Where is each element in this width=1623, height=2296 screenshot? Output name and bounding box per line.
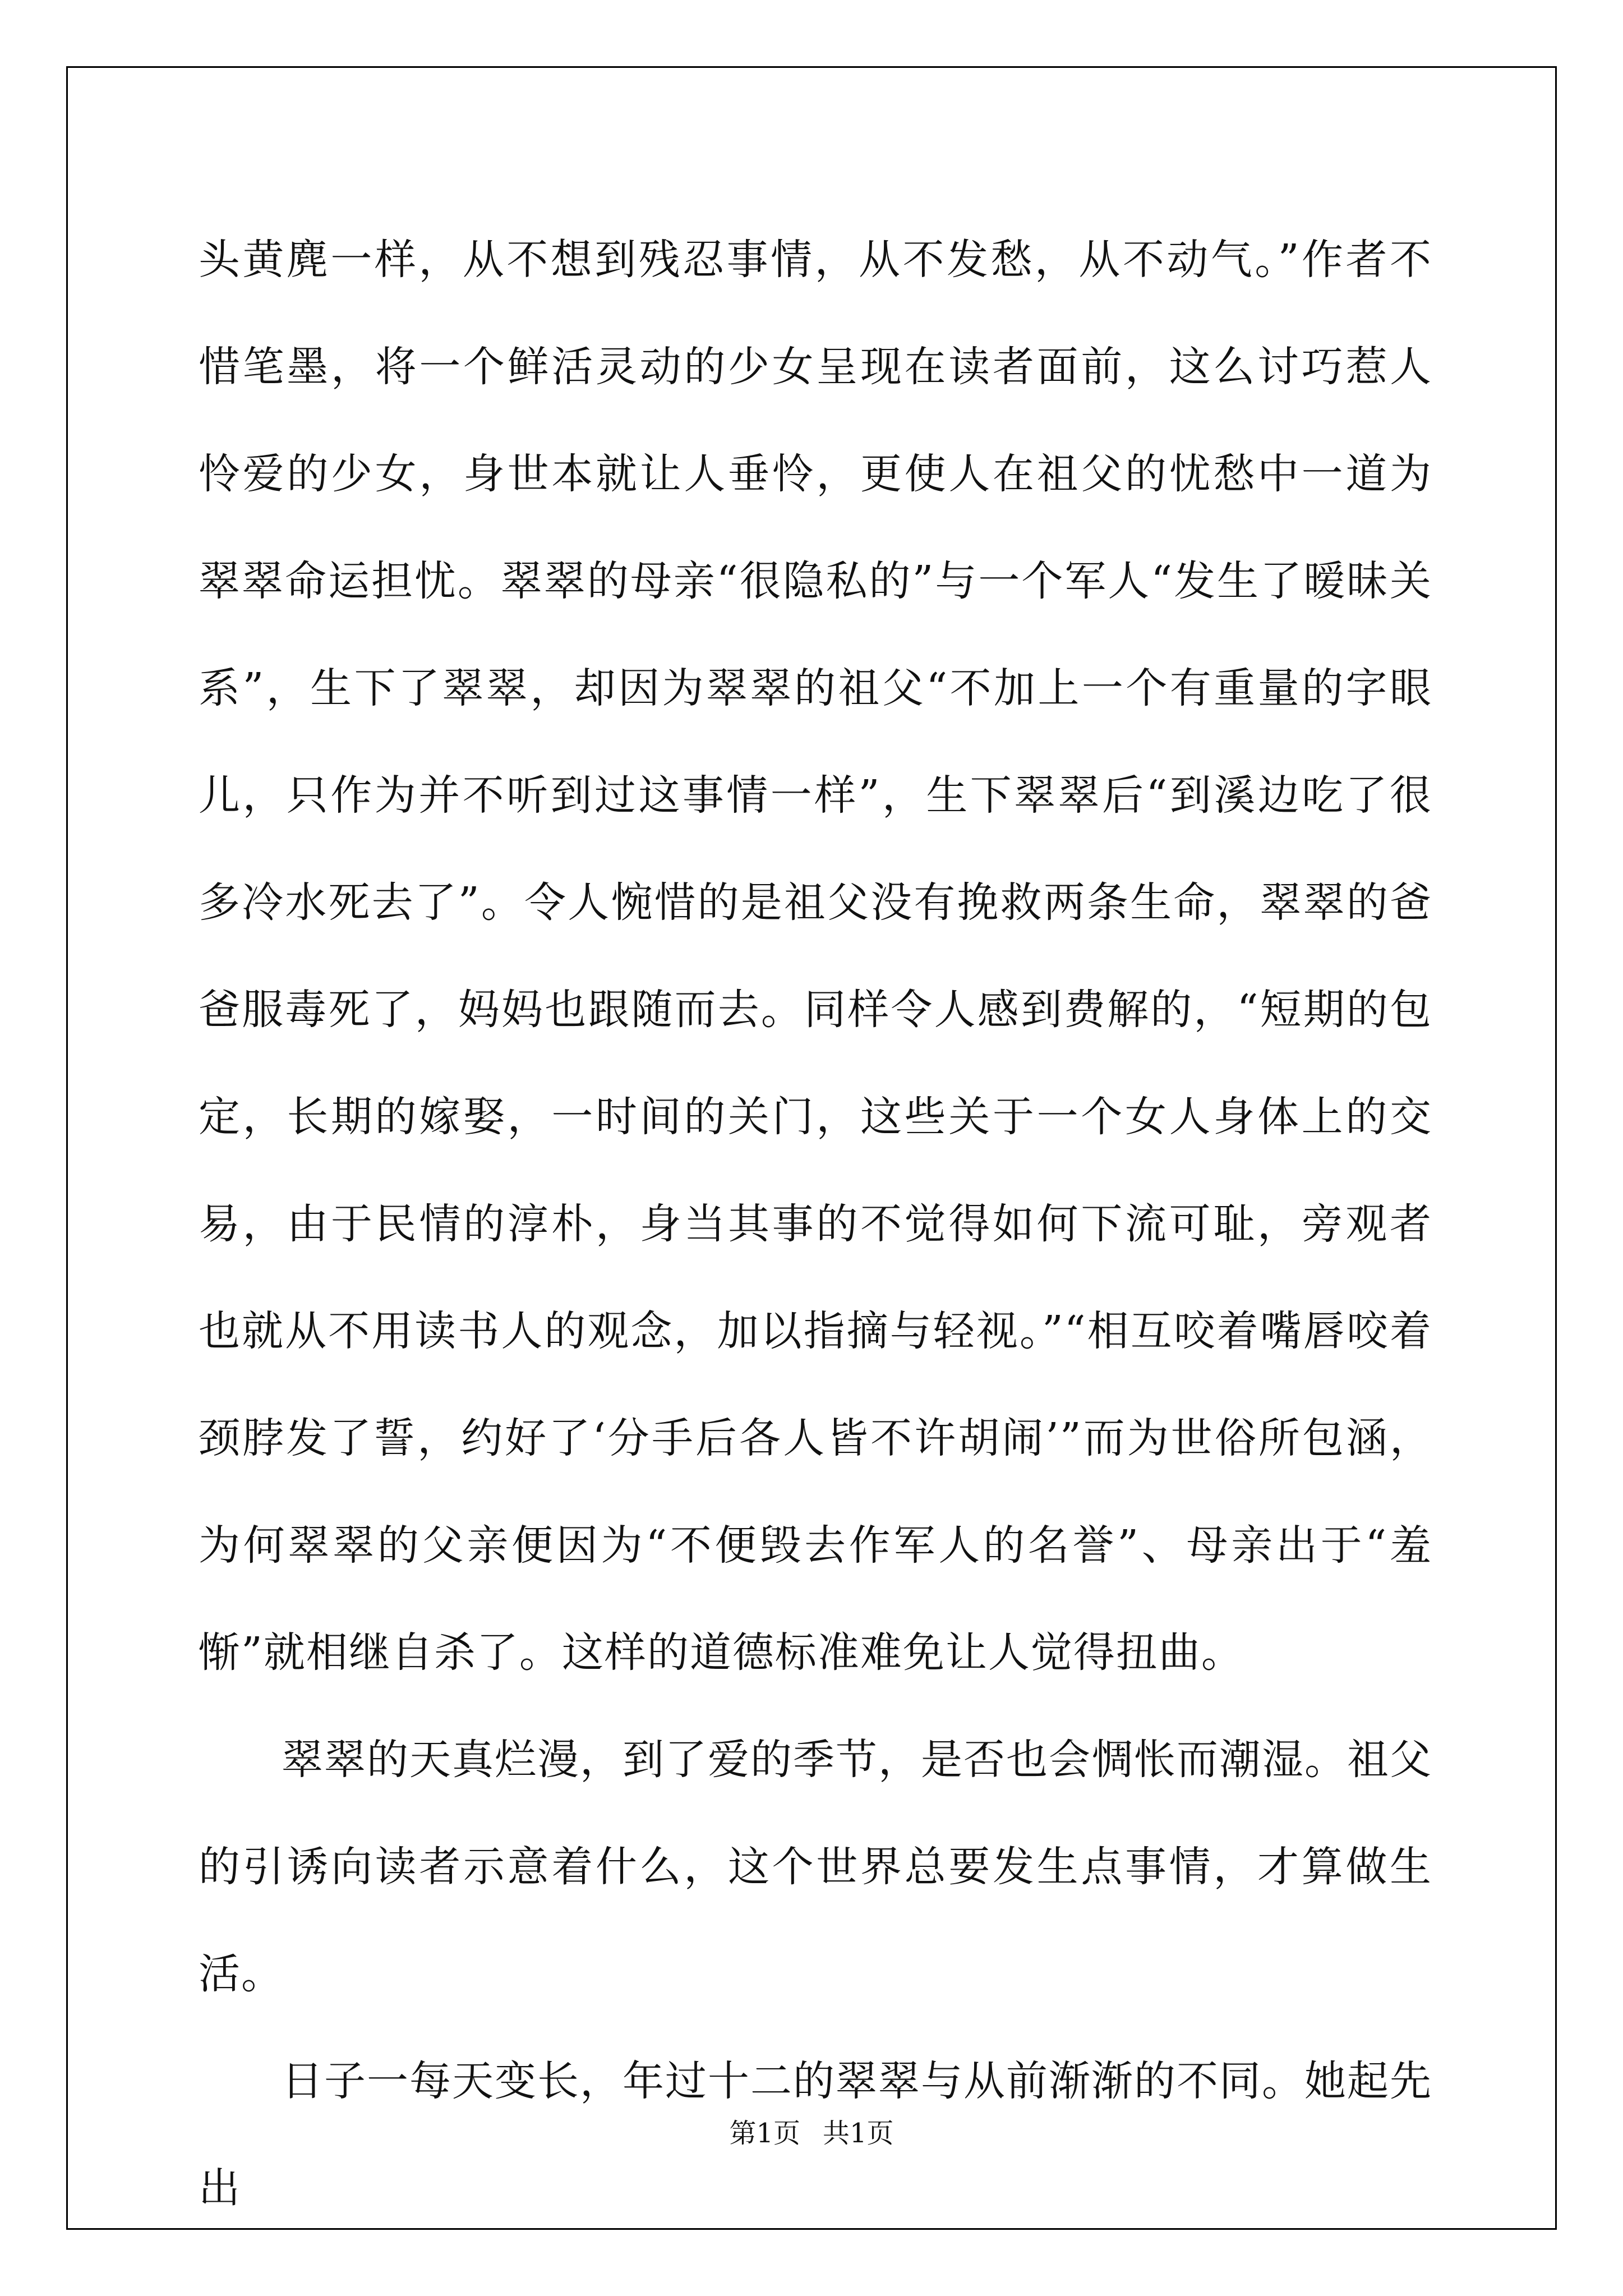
paragraph-2: 翠翠的天真烂漫，到了爱的季节，是否也会惆怅而潮湿。祖父的引诱向读者示意着什么，这个世界总要发生点事情，才算做生活。 [199,1736,1432,1998]
paragraph-1: 头黄麂一样，从不想到残忍事情，从不发愁，从不动气。”作者不惜笔墨，将一个鲜活灵动的少女呈现在读者面前，这么讨巧惹人怜爱的少女，身世本就让人垂怜，更使人在祖父的忧愁中一道为翠翠命运担忧。翠翠的母亲“很隐私的”与一个军人“发生了暧昧关系”，生下了翠翠，却因为翠翠的祖父“不加上一个有重量的字眼儿，只作为并不听到过这事情一样”，生下翠翠后“到溪边吃了很多冷水死去了”。令人惋惜的是祖父没有挽救两条生命，翠翠的爸爸服毒死了，妈妈也跟随而去。同样令人感到费解的，“短期的包定，长期的嫁娶，一时间的关门，这些关于一个女人身体上的交易，由于民情的淳朴，身当其事的不觉得如何下流可耻，旁观者也就从不用读书人的观念，加以指摘与轻视。”“相互咬着嘴唇咬着颈脖发了誓，约好了‘分手后各人皆不许胡闹’”而为世俗所包涵，为何翠翠的父亲便因为“不便毁去作军人的名誉”、母亲出于“羞惭”就相继自杀了。这样的道德标准难免让人觉得扭曲。 [199,236,1432,1677]
paragraph-3: 日子一每天变长，年过十二的翠翠与从前渐渐的不同。她起先出 [199,2057,1432,2212]
page-total: 共1页 [823,2118,894,2149]
page-number: 第1页 [729,2118,800,2149]
document-body [199,206,1432,2242]
page-footer [0,2111,1623,2150]
